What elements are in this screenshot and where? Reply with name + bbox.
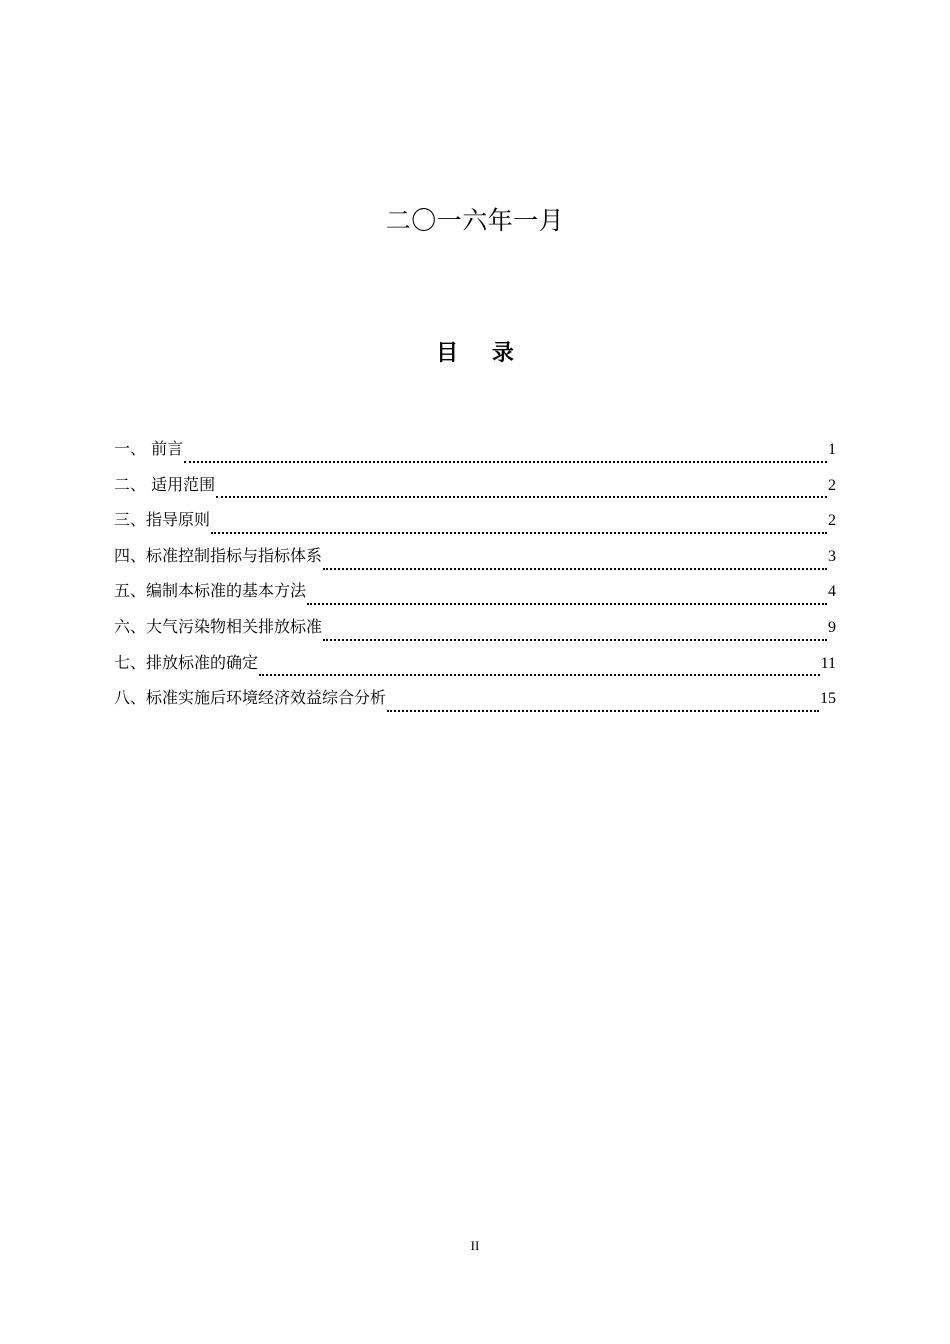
toc-entry-benefit-analysis[interactable] bbox=[114, 685, 836, 721]
toc-dot-leader bbox=[307, 589, 827, 605]
toc-dot-leader bbox=[323, 625, 827, 641]
toc-entry-page: 9 bbox=[828, 618, 836, 636]
toc-entry-label: 五、编制本标准的基本方法 bbox=[114, 581, 307, 601]
toc-entry-label: 二、 适用范围 bbox=[114, 474, 216, 494]
toc-entry-page: 4 bbox=[828, 583, 836, 601]
toc-entry-determination[interactable] bbox=[114, 650, 836, 686]
toc-entry-label: 六、大气污染物相关排放标准 bbox=[114, 616, 323, 636]
toc-dot-leader bbox=[323, 554, 827, 570]
toc-entry-indicators[interactable] bbox=[114, 543, 836, 579]
toc-dot-leader bbox=[387, 696, 819, 712]
toc-entry-methods[interactable] bbox=[114, 578, 836, 614]
toc-entry-label: 八、标准实施后环境经济效益综合分析 bbox=[114, 688, 387, 708]
toc-entry-related-standards[interactable] bbox=[114, 614, 836, 650]
toc-entry-principles[interactable] bbox=[114, 507, 836, 543]
toc-entry-page: 1 bbox=[828, 441, 836, 458]
toc-dot-leader bbox=[211, 518, 827, 534]
page-number: II bbox=[470, 1238, 480, 1253]
toc-entry-page: 15 bbox=[820, 690, 836, 708]
toc-entry-label: 七、排放标准的确定 bbox=[114, 652, 259, 672]
toc-entry-label: 四、标准控制指标与指标体系 bbox=[114, 545, 323, 565]
toc-entry-label: 一、 前言 bbox=[114, 439, 184, 458]
toc-dot-leader bbox=[259, 660, 820, 676]
toc-entry-label: 三、指导原则 bbox=[114, 510, 211, 530]
date-heading: 二〇一六年一月 bbox=[385, 206, 565, 235]
toc-dot-leader bbox=[184, 447, 827, 463]
toc-entry-scope[interactable] bbox=[114, 472, 836, 508]
table-of-contents bbox=[114, 436, 836, 721]
toc-entry-page: 11 bbox=[820, 654, 836, 672]
toc-entry-page: 2 bbox=[828, 512, 836, 530]
toc-dot-leader bbox=[216, 482, 827, 498]
toc-entry-page: 2 bbox=[828, 476, 836, 494]
toc-title: 目 录 bbox=[436, 341, 514, 366]
toc-entry-preface[interactable] bbox=[114, 436, 836, 472]
toc-entry-page: 3 bbox=[828, 547, 836, 565]
